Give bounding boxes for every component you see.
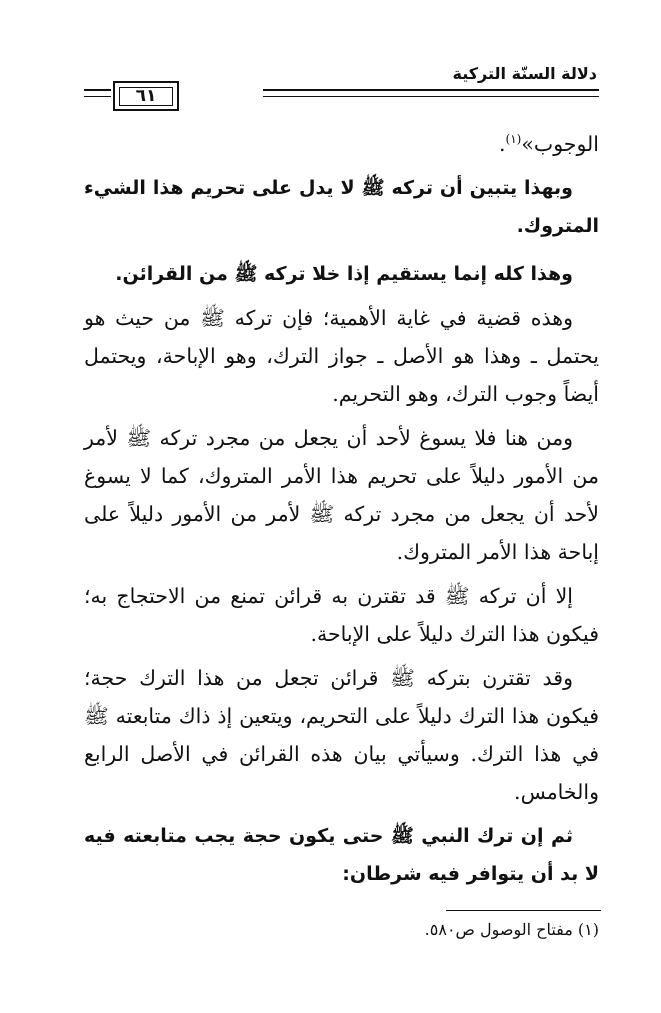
footnote-ref[interactable]: (١) [505,132,522,146]
paragraph-6: إلا أن تركه ﷺ قد تقترن به قرائن تمنع من الاحتجاج به؛ فيكون هذا الترك دليلاً على الإباحة. [84,583,599,646]
footnote-separator [446,910,601,911]
header-rule-right [263,89,599,97]
page-number: ٦١ [135,86,157,106]
paragraph-5: ومن هنا فلا يسوغ لأحد أن يجعل من مجرد تركه ﷺ لأمر من الأمور دليلاً على تحريم هذا الأمر المتروك، كما لا يسوغ لأحد أن يجعل من مجرد تركه ﷺ لأمر من الأمور دليلاً على إباحة هذا الأمر المتروك. [84,425,599,564]
paragraph-2: وبهذا يتبين أن تركه ﷺ لا يدل على تحريم هذا الشيء المتروك. [84,176,599,237]
page-number-box [113,81,179,111]
paragraph-7: وقد تقترن بتركه ﷺ قرائن تجعل من هذا الترك حجة؛ فيكون هذا الترك دليلاً على التحريم، ويتعين إذ ذاك متابعته ﷺ في هذا الترك. وسيأتي بيان هذه القرائن في الأصل الرابع والخامس. [84,665,599,804]
running-title: دلالة السنّة التركية [452,64,597,83]
paragraph-1-text: الوجوب» [521,131,599,156]
page-body [84,120,599,893]
footnote-1: (١) مفتاح الوصول ص٥٨٠. [424,920,599,939]
paragraph-1-end: . [499,131,506,156]
header-rule-left [84,89,111,97]
paragraph-3: وهذا كله إنما يستقيم إذا خلا تركه ﷺ من القرائن. [115,262,573,285]
paragraph-8: ثم إن ترك النبي ﷺ حتى يكون حجة يجب متابعته فيه لا بد أن يتوافر فيه شرطان: [84,824,599,885]
paragraph-1 [84,120,599,163]
page-header [84,64,599,114]
paragraph-4: وهذه قضية في غاية الأهمية؛ فإن تركه ﷺ من حيث هو يحتمل ـ وهذا هو الأصل ـ جواز الترك، وهو الإباحة، ويحتمل أيضاً وجوب الترك، وهو التحريم. [84,305,599,406]
